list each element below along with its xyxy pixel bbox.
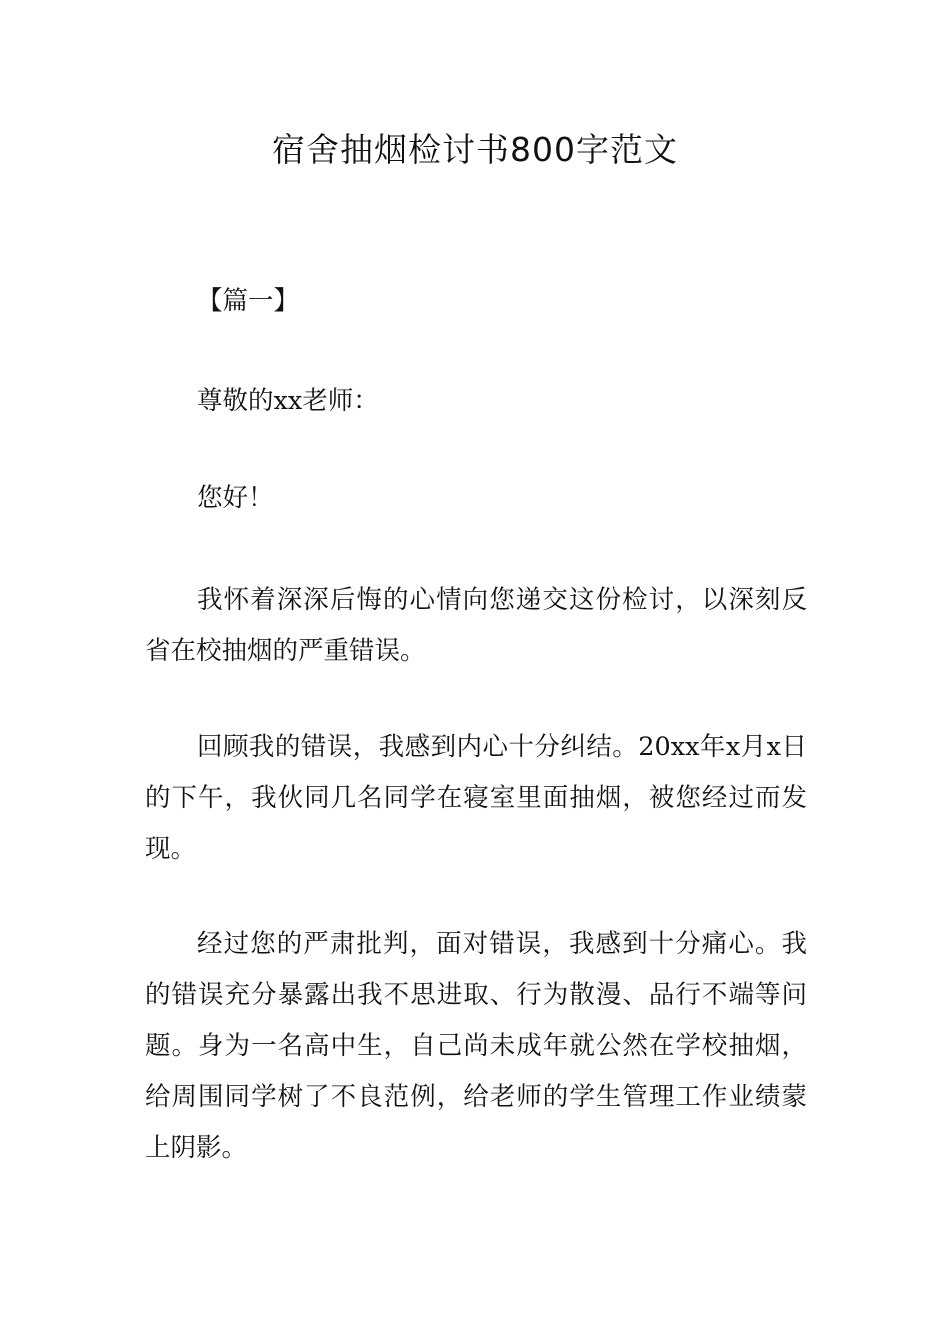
paragraph-2: 回顾我的错误，我感到内心十分纠结。20xx年x月x日的下午，我伙同几名同学在寝室里面抽烟，被您经过而发现。	[145, 732, 807, 864]
greeting: 您好！	[197, 483, 274, 513]
document-title: 宿舍抽烟检讨书800字范文	[272, 130, 678, 169]
paragraph-3: 经过您的严肃批判，面对错误，我感到十分痛心。我的错误充分暴露出我不思进取、行为散漫、品行不端等问题。身为一名高中生，自己尚未成年就公然在学校抽烟，给周围同学树了不良范例，给老师的学生管理工作业绩蒙上阴影。	[145, 929, 807, 1163]
salutation: 尊敬的xx老师：	[197, 386, 379, 416]
paragraph-1: 我怀着深深后悔的心情向您递交这份检讨，以深刻反省在校抽烟的严重错误。	[145, 585, 807, 666]
section-label: 【篇一】	[197, 286, 300, 316]
